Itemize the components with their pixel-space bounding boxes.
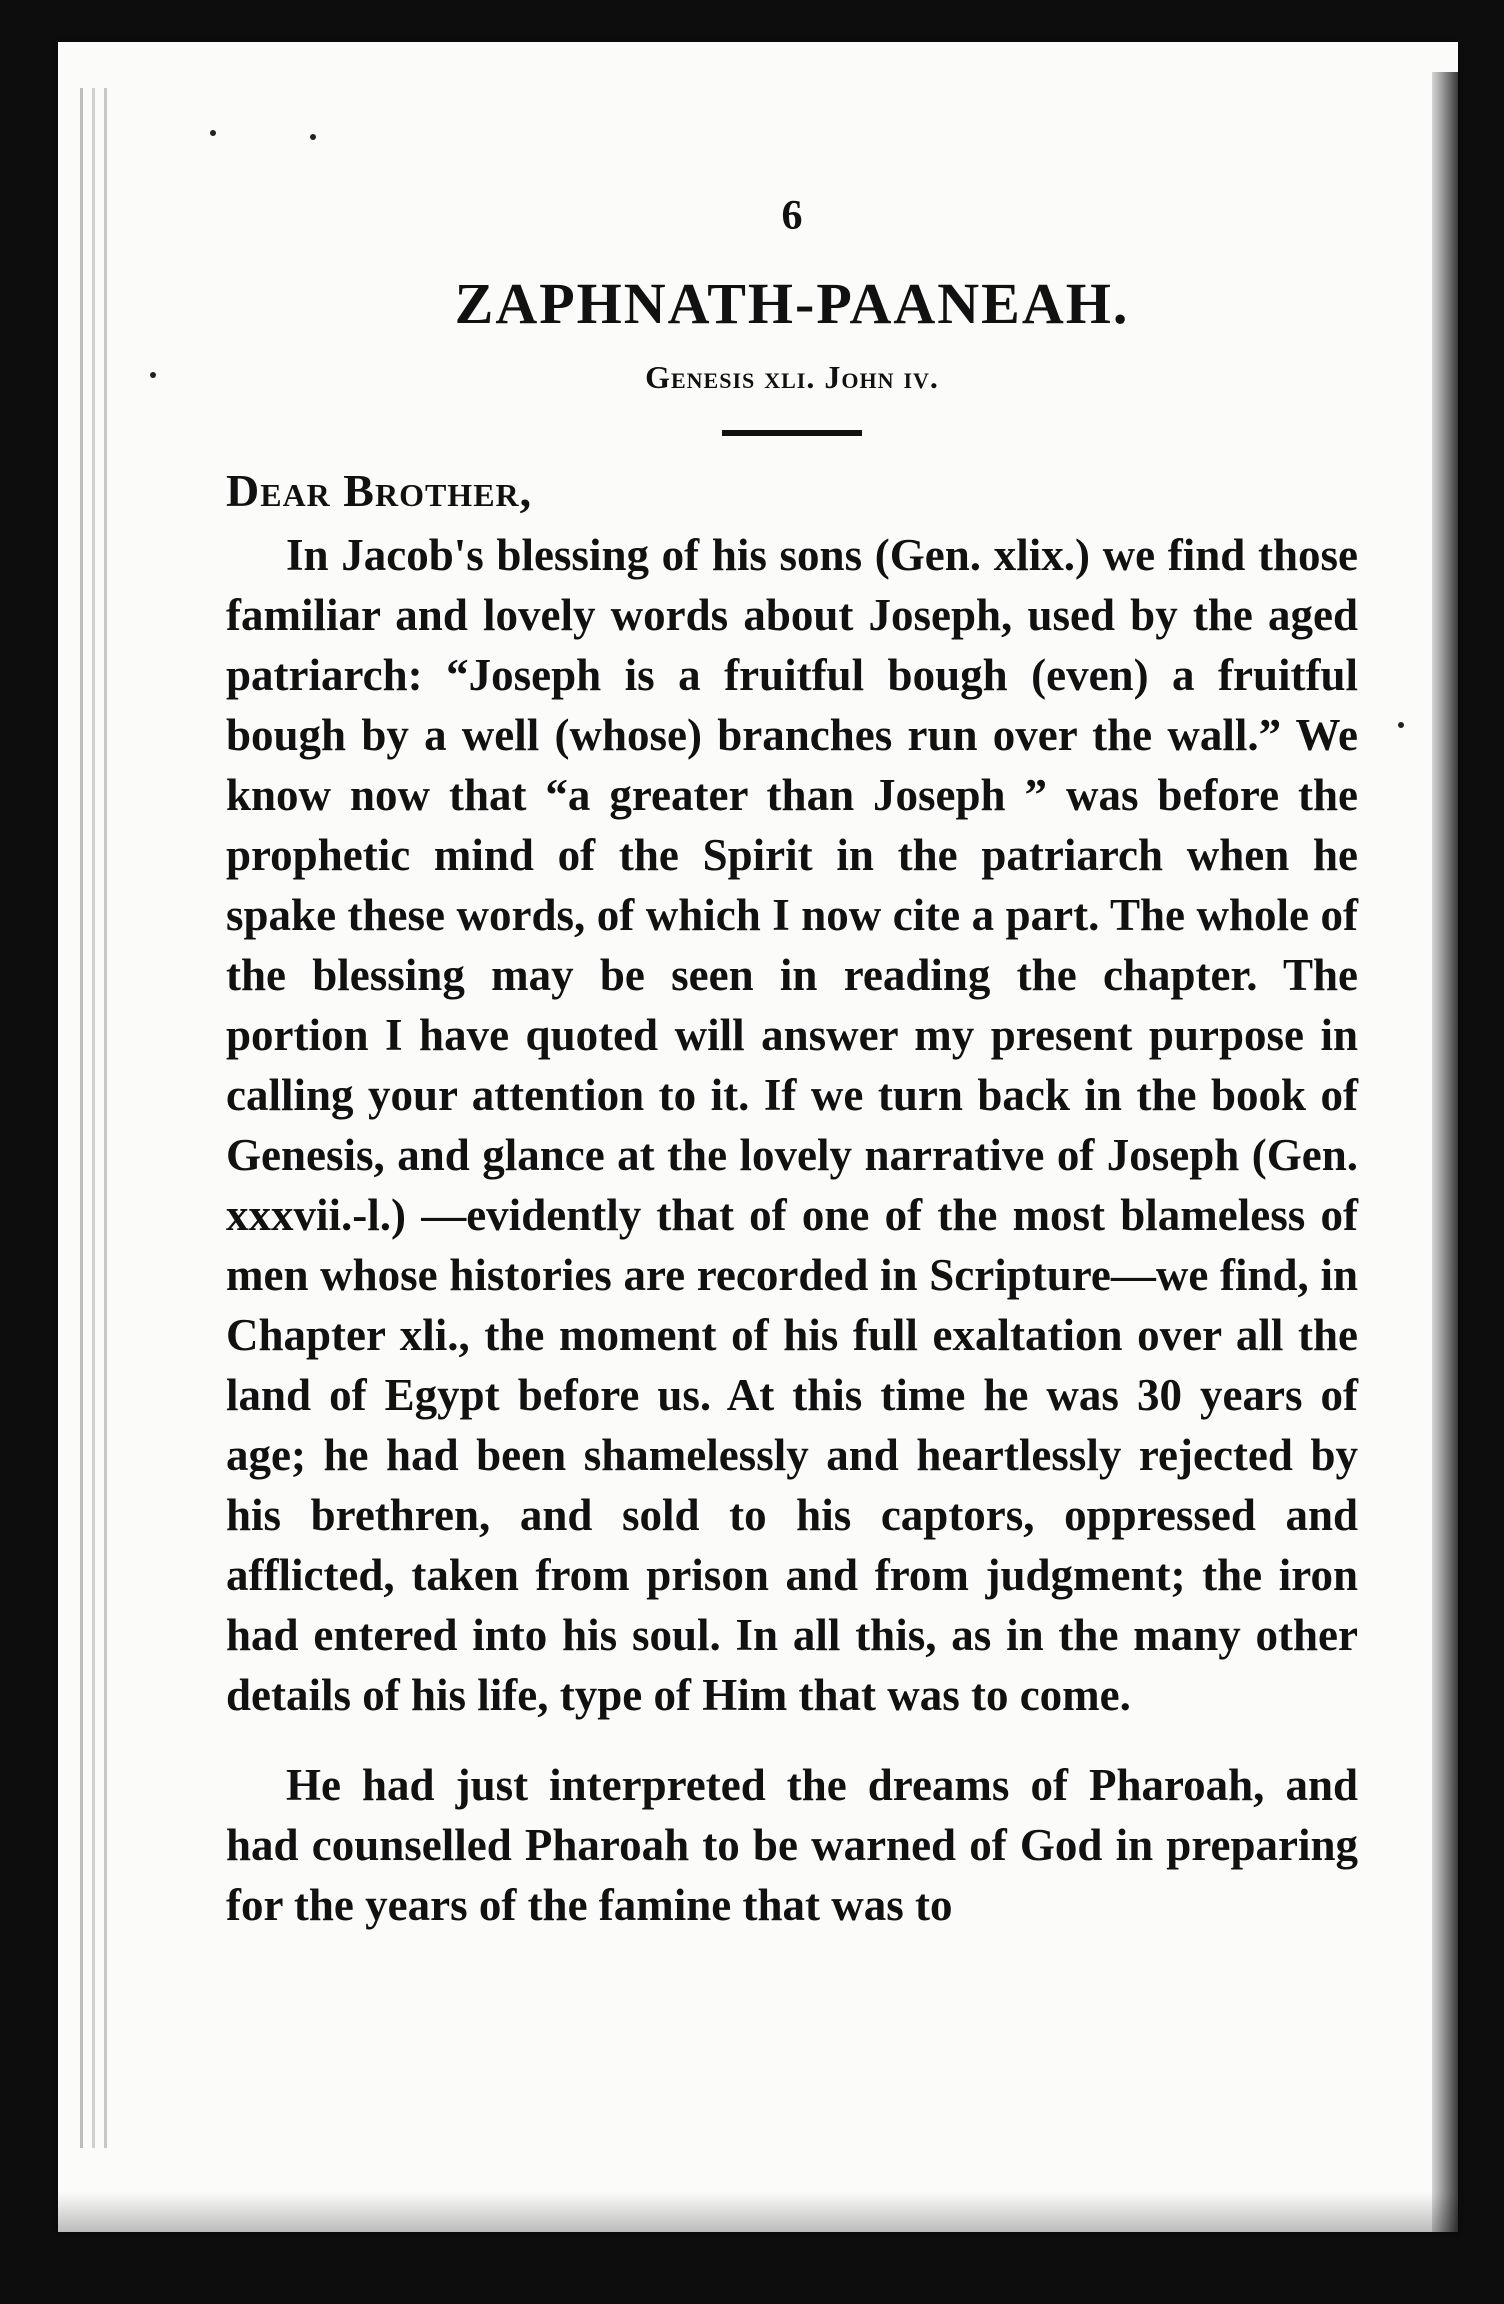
book-page (58, 42, 1458, 2232)
print-speck (150, 372, 156, 378)
book-spine (1432, 72, 1458, 2232)
scripture-reference: Genesis xli. John iv. (645, 359, 939, 395)
page-edge (92, 88, 95, 2148)
print-speck (210, 130, 216, 136)
title-divider (722, 430, 862, 436)
body-paragraph: In Jacob's blessing of his sons (Gen. xlix.) we find those familiar and lovely words about Joseph, used by the aged patriarch: “Joseph is a fruitful bough (even) a fruitful bough by a well (whose) branches run over the wall.” We know now that “a greater than Joseph ” was before the prophetic mind of the Spirit in the patriarch when he spake these words, of which I now cite a part. The whole of the blessing may be seen in reading the chapter. The portion I have quoted will answer my present purpose in calling your attention to it. If we turn back in the book of Genesis, and glance at the lovely narrative of Joseph (Gen. xxxvii.-l.) —evidently that of one of the most blameless of men whose histories are recorded in Scripture—we find, in Chapter xli., the moment of his full exaltation over all the land of Egypt before us. At this time he was 30 years of age; he had been shamelessly and heartlessly rejected by his brethren, and sold to his captors, oppressed and afflicted, taken from prison and from judgment; the iron had entered into his soul. In all this, as in the many other details of his life, type of Him that was to come. (226, 530, 1358, 1720)
page-edge (104, 88, 107, 2148)
page-number: 6 (781, 193, 803, 239)
chapter-title: ZAPHNATH-PAANEAH. (454, 271, 1130, 336)
page-content (226, 192, 1358, 1935)
body-paragraph: He had just interpreted the dreams of Pharoah, and had counselled Pharoah to be warned of God in preparing for the years of the famine that was to (226, 1760, 1358, 1930)
page-edge (80, 88, 83, 2148)
print-speck (310, 134, 316, 140)
salutation: Dear Brother, (226, 465, 533, 516)
print-speck (1398, 722, 1404, 728)
page-shadow (58, 2192, 1458, 2232)
